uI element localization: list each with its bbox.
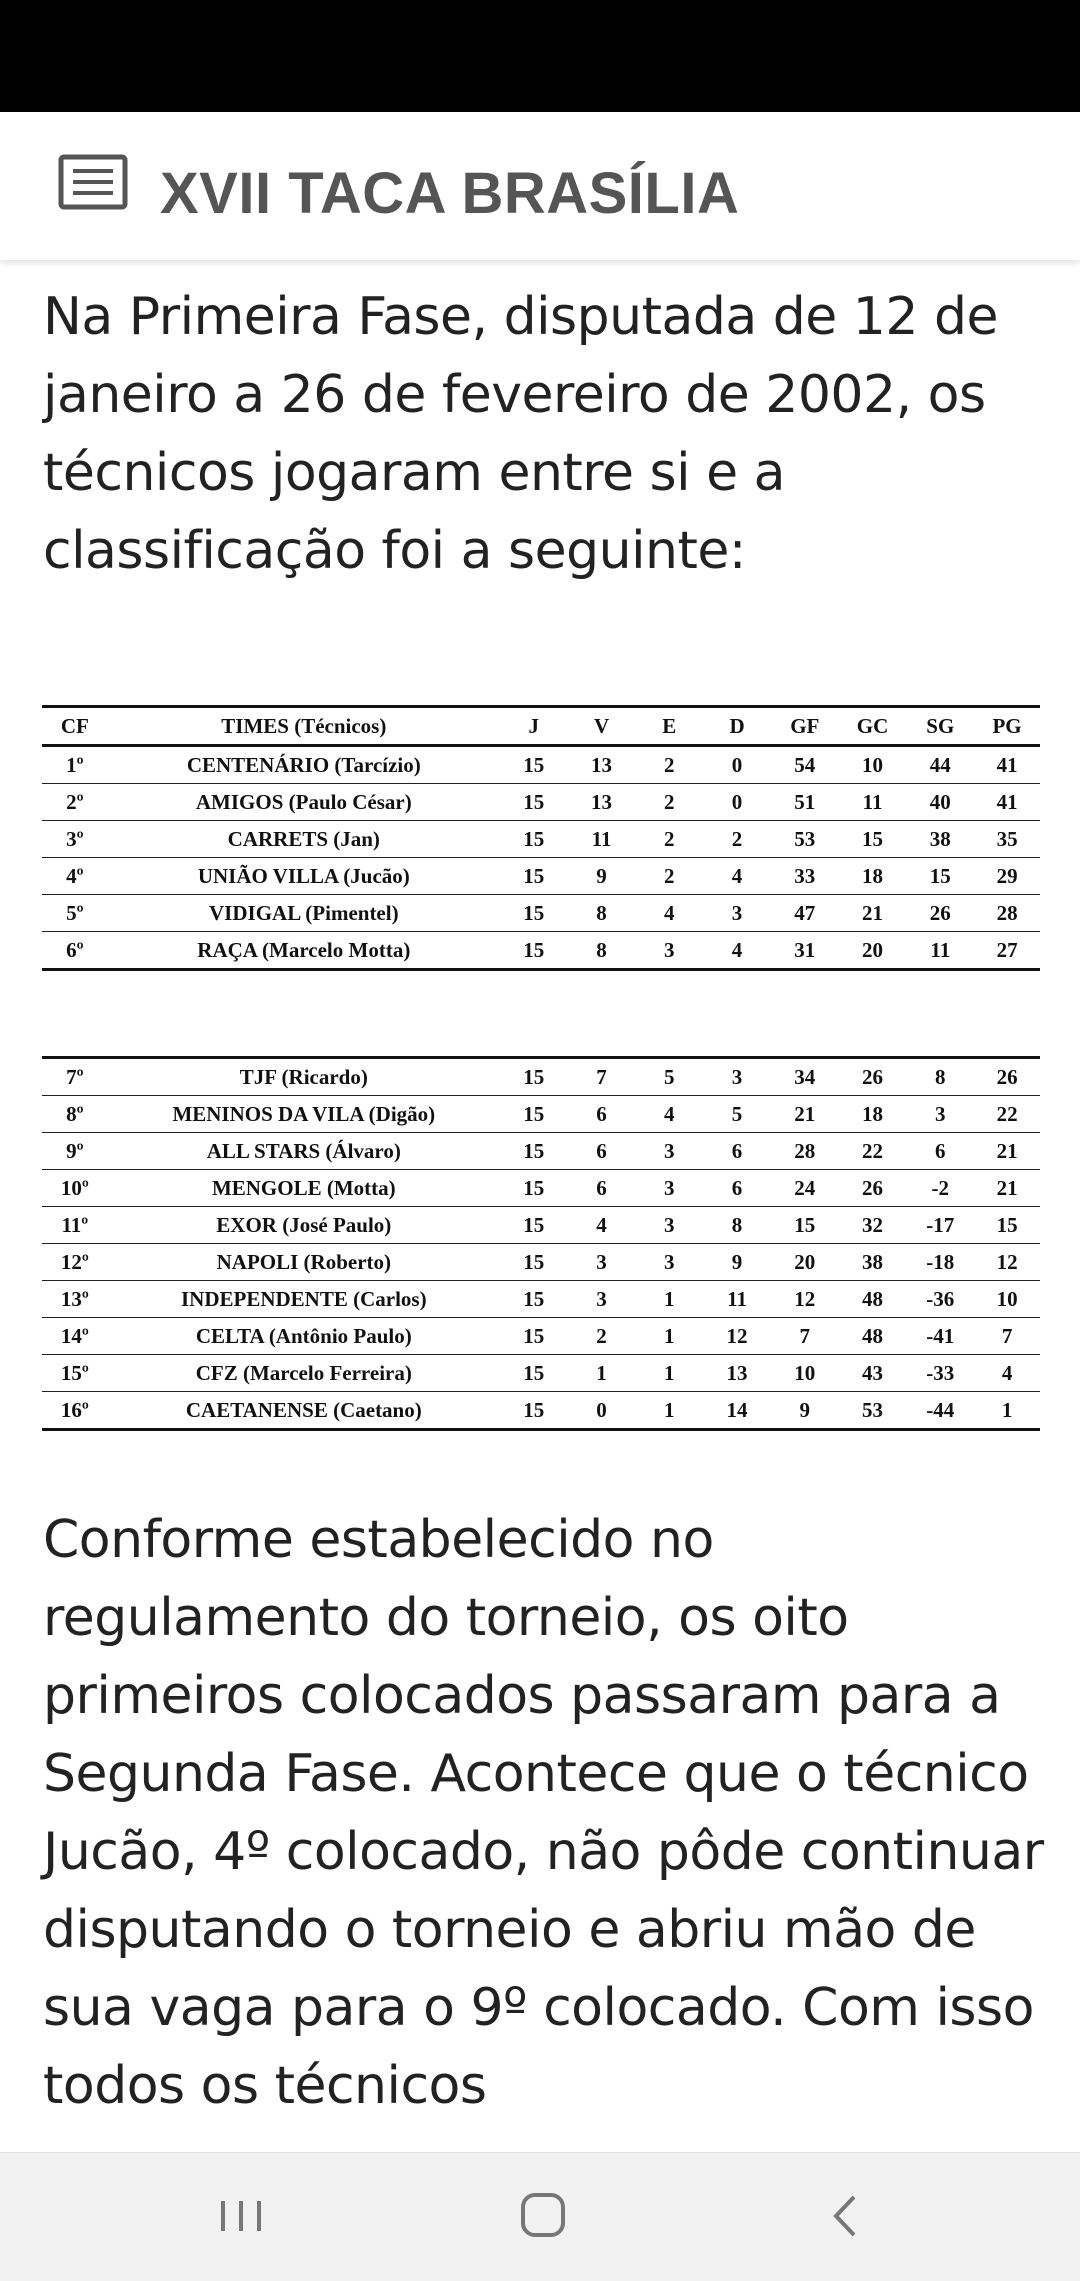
cell-wins: 1	[568, 1355, 636, 1392]
cell-goal-diff: -2	[906, 1170, 974, 1207]
cell-team: MENINOS DA VILA (Digão)	[108, 1096, 500, 1133]
cell-goals-for: 33	[771, 858, 839, 895]
status-bar	[0, 0, 1080, 112]
cell-wins: 6	[568, 1096, 636, 1133]
cell-draws: 3	[635, 1207, 703, 1244]
cell-losses: 5	[703, 1096, 771, 1133]
cell-games: 15	[500, 821, 568, 858]
cell-goals-against: 18	[839, 858, 907, 895]
article-content	[0, 260, 1080, 2152]
cell-losses: 13	[703, 1355, 771, 1392]
cell-position: 12º	[42, 1244, 108, 1281]
cell-draws: 2	[635, 746, 703, 784]
cell-goal-diff: 26	[906, 895, 974, 932]
cell-wins: 13	[568, 746, 636, 784]
cell-wins: 6	[568, 1170, 636, 1207]
cell-points: 29	[974, 858, 1040, 895]
cell-draws: 3	[635, 1133, 703, 1170]
cell-losses: 6	[703, 1170, 771, 1207]
cell-goals-for: 34	[771, 1058, 839, 1096]
cell-points: 15	[974, 1207, 1040, 1244]
cell-draws: 5	[635, 1058, 703, 1096]
cell-losses: 9	[703, 1244, 771, 1281]
cell-losses: 0	[703, 746, 771, 784]
home-icon[interactable]	[498, 2181, 588, 2251]
cell-goals-against: 10	[839, 746, 907, 784]
standings-body-bottom	[42, 1058, 1040, 1430]
header-v: V	[568, 707, 636, 746]
cell-goals-for: 21	[771, 1096, 839, 1133]
cell-position: 14º	[42, 1318, 108, 1355]
table-row	[42, 1058, 1040, 1096]
table-row	[42, 1244, 1040, 1281]
cell-team: CENTENÁRIO (Tarcízio)	[108, 746, 500, 784]
cell-team: INDEPENDENTE (Carlos)	[108, 1281, 500, 1318]
table-row	[42, 932, 1040, 970]
cell-losses: 4	[703, 858, 771, 895]
cell-team: AMIGOS (Paulo César)	[108, 784, 500, 821]
back-icon[interactable]	[800, 2181, 890, 2251]
cell-position: 4º	[42, 858, 108, 895]
cell-losses: 6	[703, 1133, 771, 1170]
cell-team: MENGOLE (Motta)	[108, 1170, 500, 1207]
cell-team: ALL STARS (Álvaro)	[108, 1133, 500, 1170]
table-row	[42, 1392, 1040, 1430]
cell-team: CELTA (Antônio Paulo)	[108, 1318, 500, 1355]
standings-body-top	[42, 746, 1040, 970]
cell-losses: 2	[703, 821, 771, 858]
cell-games: 15	[500, 1207, 568, 1244]
cell-team: EXOR (José Paulo)	[108, 1207, 500, 1244]
cell-goals-for: 54	[771, 746, 839, 784]
page-title: XVII TACA BRASÍLIA	[160, 161, 740, 226]
cell-goals-against: 18	[839, 1096, 907, 1133]
header-j: J	[500, 707, 568, 746]
cell-goals-against: 22	[839, 1133, 907, 1170]
cell-wins: 6	[568, 1133, 636, 1170]
table-row	[42, 895, 1040, 932]
standings-table-top	[42, 705, 1040, 971]
cell-games: 15	[500, 746, 568, 784]
cell-goal-diff: 38	[906, 821, 974, 858]
table-row	[42, 784, 1040, 821]
cell-goal-diff: 8	[906, 1058, 974, 1096]
cell-goals-against: 26	[839, 1058, 907, 1096]
cell-draws: 2	[635, 784, 703, 821]
recent-apps-icon[interactable]	[196, 2181, 286, 2251]
cell-draws: 4	[635, 895, 703, 932]
cell-losses: 11	[703, 1281, 771, 1318]
table-row	[42, 821, 1040, 858]
cell-losses: 3	[703, 1058, 771, 1096]
navigation-bar	[0, 2152, 1080, 2281]
cell-goal-diff: -17	[906, 1207, 974, 1244]
cell-points: 10	[974, 1281, 1040, 1318]
cell-goal-diff: 40	[906, 784, 974, 821]
cell-losses: 8	[703, 1207, 771, 1244]
cell-goals-for: 28	[771, 1133, 839, 1170]
body-paragraph: Conforme estabelecido no regulamento do torneio, os oito primeiros colocados passaram para a Segunda Fase. Acontece que o técnico Jucão, 4º colocado, não pôde continuar disputando o torneio e abriu mão de sua vaga para o 9º colocado. Com isso todos os técnicos	[43, 1510, 1044, 2116]
cell-wins: 8	[568, 895, 636, 932]
cell-points: 22	[974, 1096, 1040, 1133]
table-row	[42, 1355, 1040, 1392]
cell-position: 6º	[42, 932, 108, 970]
cell-goals-for: 31	[771, 932, 839, 970]
cell-goal-diff: -41	[906, 1318, 974, 1355]
cell-goals-against: 20	[839, 932, 907, 970]
cell-draws: 3	[635, 1244, 703, 1281]
cell-draws: 2	[635, 858, 703, 895]
cell-games: 15	[500, 858, 568, 895]
cell-games: 15	[500, 1355, 568, 1392]
cell-goal-diff: 44	[906, 746, 974, 784]
cell-position: 1º	[42, 746, 108, 784]
cell-draws: 1	[635, 1392, 703, 1430]
cell-goal-diff: 6	[906, 1133, 974, 1170]
cell-position: 16º	[42, 1392, 108, 1430]
header-e: E	[635, 707, 703, 746]
cell-points: 1	[974, 1392, 1040, 1430]
cell-wins: 9	[568, 858, 636, 895]
cell-position: 9º	[42, 1133, 108, 1170]
header-cf: CF	[42, 707, 108, 746]
header-sg: SG	[906, 707, 974, 746]
cell-points: 28	[974, 895, 1040, 932]
table-row	[42, 1133, 1040, 1170]
cell-goals-against: 38	[839, 1244, 907, 1281]
cell-team: NAPOLI (Roberto)	[108, 1244, 500, 1281]
cell-goals-for: 51	[771, 784, 839, 821]
cell-goal-diff: -44	[906, 1392, 974, 1430]
cell-goals-against: 32	[839, 1207, 907, 1244]
cell-points: 7	[974, 1318, 1040, 1355]
cell-games: 15	[500, 932, 568, 970]
cell-draws: 2	[635, 821, 703, 858]
menu-icon[interactable]	[58, 154, 128, 214]
cell-draws: 1	[635, 1281, 703, 1318]
table-row	[42, 1318, 1040, 1355]
cell-games: 15	[500, 1244, 568, 1281]
header-d: D	[703, 707, 771, 746]
cell-team: RAÇA (Marcelo Motta)	[108, 932, 500, 970]
cell-draws: 3	[635, 932, 703, 970]
cell-wins: 7	[568, 1058, 636, 1096]
cell-points: 12	[974, 1244, 1040, 1281]
cell-draws: 1	[635, 1318, 703, 1355]
cell-goals-for: 7	[771, 1318, 839, 1355]
cell-goals-for: 47	[771, 895, 839, 932]
cell-goals-for: 10	[771, 1355, 839, 1392]
cell-position: 10º	[42, 1170, 108, 1207]
cell-draws: 3	[635, 1170, 703, 1207]
cell-draws: 1	[635, 1355, 703, 1392]
cell-wins: 3	[568, 1244, 636, 1281]
cell-goal-diff: -36	[906, 1281, 974, 1318]
cell-goals-for: 20	[771, 1244, 839, 1281]
cell-team: VIDIGAL (Pimentel)	[108, 895, 500, 932]
cell-position: 8º	[42, 1096, 108, 1133]
cell-games: 15	[500, 1058, 568, 1096]
cell-goals-for: 12	[771, 1281, 839, 1318]
cell-goal-diff: -18	[906, 1244, 974, 1281]
cell-losses: 0	[703, 784, 771, 821]
table-row	[42, 746, 1040, 784]
cell-points: 27	[974, 932, 1040, 970]
header-pg: PG	[974, 707, 1040, 746]
cell-goal-diff: 3	[906, 1096, 974, 1133]
cell-points: 21	[974, 1133, 1040, 1170]
cell-team: CAETANENSE (Caetano)	[108, 1392, 500, 1430]
cell-games: 15	[500, 1281, 568, 1318]
table-header-row	[42, 707, 1040, 746]
cell-team: CFZ (Marcelo Ferreira)	[108, 1355, 500, 1392]
cell-losses: 12	[703, 1318, 771, 1355]
cell-losses: 4	[703, 932, 771, 970]
header-gc: GC	[839, 707, 907, 746]
cell-goals-against: 48	[839, 1318, 907, 1355]
cell-draws: 4	[635, 1096, 703, 1133]
cell-points: 41	[974, 746, 1040, 784]
header-times: TIMES (Técnicos)	[108, 707, 500, 746]
table-row	[42, 1170, 1040, 1207]
cell-wins: 4	[568, 1207, 636, 1244]
table-row	[42, 1096, 1040, 1133]
cell-position: 15º	[42, 1355, 108, 1392]
cell-wins: 8	[568, 932, 636, 970]
cell-games: 15	[500, 784, 568, 821]
cell-games: 15	[500, 1133, 568, 1170]
table-row	[42, 1281, 1040, 1318]
cell-goals-for: 9	[771, 1392, 839, 1430]
cell-wins: 0	[568, 1392, 636, 1430]
cell-goals-for: 15	[771, 1207, 839, 1244]
cell-goals-against: 53	[839, 1392, 907, 1430]
app-bar	[0, 112, 1080, 260]
cell-goal-diff: -33	[906, 1355, 974, 1392]
cell-goals-for: 24	[771, 1170, 839, 1207]
cell-goals-against: 11	[839, 784, 907, 821]
intro-paragraph: Na Primeira Fase, disputada de 12 de janeiro a 26 de fevereiro de 2002, os técnicos jogaram entre si e a classificação foi a seguinte:	[43, 287, 998, 581]
cell-games: 15	[500, 1318, 568, 1355]
cell-games: 15	[500, 895, 568, 932]
cell-goals-against: 48	[839, 1281, 907, 1318]
cell-goals-against: 21	[839, 895, 907, 932]
cell-position: 13º	[42, 1281, 108, 1318]
cell-team: UNIÃO VILLA (Jucão)	[108, 858, 500, 895]
cell-games: 15	[500, 1096, 568, 1133]
cell-position: 11º	[42, 1207, 108, 1244]
cell-position: 3º	[42, 821, 108, 858]
standings-table-bottom	[42, 1056, 1040, 1431]
cell-points: 35	[974, 821, 1040, 858]
cell-goals-against: 26	[839, 1170, 907, 1207]
cell-position: 2º	[42, 784, 108, 821]
cell-wins: 2	[568, 1318, 636, 1355]
cell-team: TJF (Ricardo)	[108, 1058, 500, 1096]
cell-team: CARRETS (Jan)	[108, 821, 500, 858]
cell-wins: 13	[568, 784, 636, 821]
cell-losses: 14	[703, 1392, 771, 1430]
cell-games: 15	[500, 1392, 568, 1430]
cell-goal-diff: 15	[906, 858, 974, 895]
cell-points: 21	[974, 1170, 1040, 1207]
header-gf: GF	[771, 707, 839, 746]
cell-goals-against: 15	[839, 821, 907, 858]
cell-goals-against: 43	[839, 1355, 907, 1392]
cell-position: 5º	[42, 895, 108, 932]
cell-wins: 3	[568, 1281, 636, 1318]
table-row	[42, 1207, 1040, 1244]
cell-goal-diff: 11	[906, 932, 974, 970]
cell-goals-for: 53	[771, 821, 839, 858]
cell-wins: 11	[568, 821, 636, 858]
table-row	[42, 858, 1040, 895]
cell-points: 41	[974, 784, 1040, 821]
cell-losses: 3	[703, 895, 771, 932]
cell-points: 26	[974, 1058, 1040, 1096]
cell-games: 15	[500, 1170, 568, 1207]
cell-points: 4	[974, 1355, 1040, 1392]
cell-position: 7º	[42, 1058, 108, 1096]
